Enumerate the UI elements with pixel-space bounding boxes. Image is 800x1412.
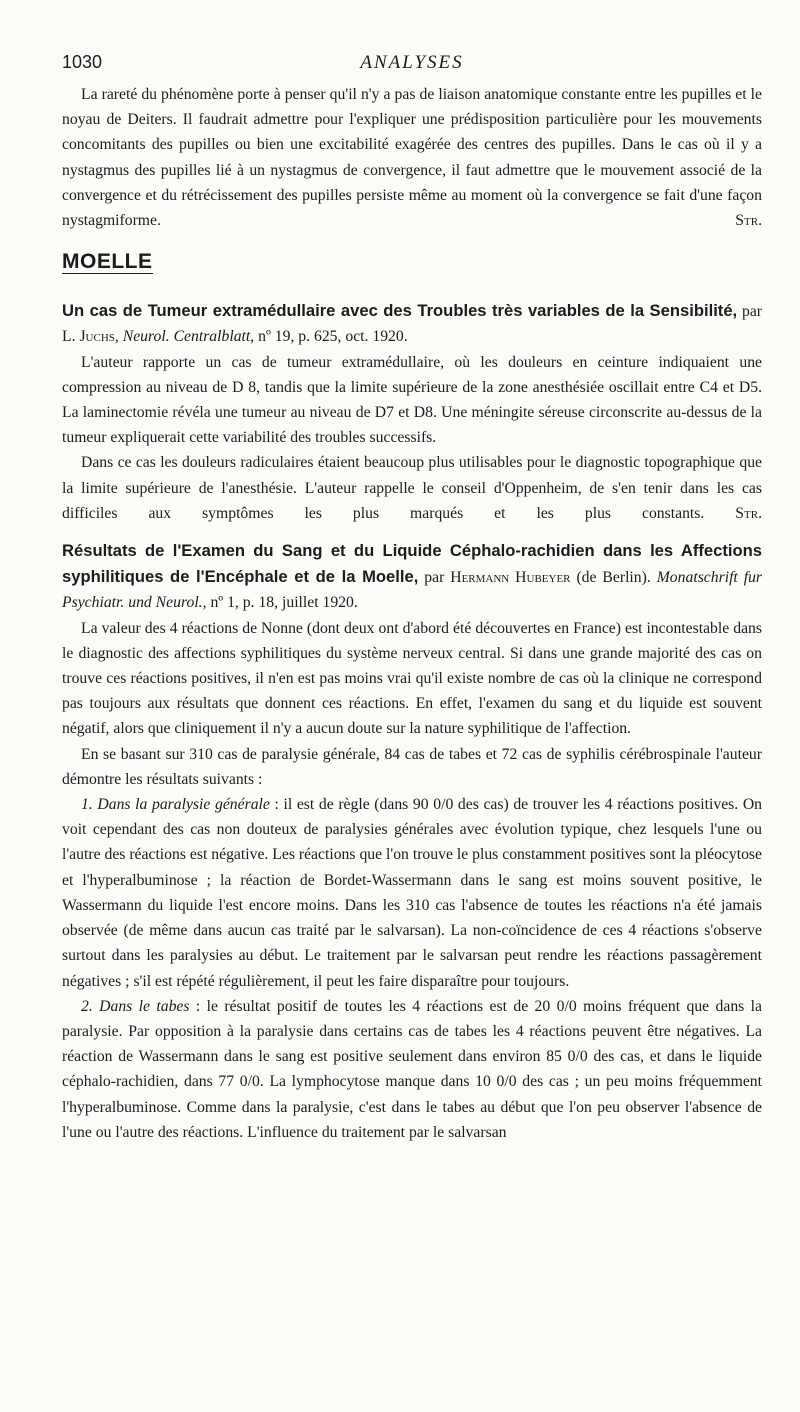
article1-head: [62, 298, 762, 349]
intro-text: La rareté du phénomène porte à penser qu'il n'y a pas de liaison anatomique constante entre les pupilles et le noyau de Deiters. Il faudrait admettre pour l'expliquer une prédisposition particulière pour les mouvements concomitants des pupilles ou bien une excitabilité exagérée des centres des pupilles. Dans le cas où il y a nystagmus des pupilles lié à un nystagmus de convergence, il faut admettre que le mouvement associé de la convergence et du rétrécissement des pupilles persiste même au moment où la convergence se fait d'une façon nystagmiforme.: [62, 86, 762, 230]
article2-title: Résultats de l'Examen du Sang et du Liquide Céphalo-rachidien dans les Affections syphilitiques de l'Encéphale et de la Moelle,: [62, 541, 762, 587]
page-number: 1030: [62, 52, 103, 72]
article2-head: [62, 538, 762, 616]
article1-sep: ,: [114, 328, 123, 346]
article2-author: Hermann Hubeyer: [450, 569, 571, 587]
journal-title: ANALYSES: [360, 52, 464, 73]
article2-paragraph-3: [62, 792, 762, 994]
article1-title: Un cas de Tumeur extramédullaire avec des Troubles très variables de la Sensibilité,: [62, 301, 738, 321]
article2-by: par: [418, 569, 451, 587]
article2-p3-text: : il est de règle (dans 90 0/0 des cas) de trouver les 4 réactions positives. On voit cependant des cas non douteux de paralysies générales avec évolution typique, chez lesquels l'une ou l'autre des réactions est négative. Les réactions que l'on trouve le plus constamment positives sont la pléocytose et l'hyperalbuminose ; la réaction de Bordet-Wassermann dans le sang est moins souvent positive, le Wassermann du liquide l'est encore moins. Dans les 310 cas l'absence de toutes les réactions n'a été jamais observée (de même dans aucun cas traité par le salvarsan). La non-coïncidence de ces 4 réactions s'observe surtout dans les paralysies au début. Le traitement par le salvarsan peut rendre les réactions passagèrement négatives ; s'il est répété régulièrement, il peut les faire disparaître pour toujours.: [62, 796, 762, 990]
article2-place: (de Berlin).: [570, 569, 657, 587]
article2-paragraph-4: [62, 994, 762, 1145]
article1-ref: , nº 19, p. 625, oct. 1920.: [250, 328, 408, 346]
article1-by: par L.: [62, 303, 763, 346]
intro-signature: Str.: [735, 212, 762, 230]
article2-paragraph-2: En se basant sur 310 cas de paralysie générale, 84 cas de tabes et 72 cas de syphilis cérébrospinale l'auteur démontre les résultats suivants :: [62, 745, 762, 788]
article2-ref: , nº 1, p. 18, juillet 1920.: [202, 594, 358, 612]
article1-author: Juchs: [79, 328, 115, 346]
article1-signature: Str.: [735, 504, 762, 522]
article1-paragraph-2: [62, 450, 762, 526]
article1-journal: Neurol. Centralblatt: [122, 328, 251, 346]
article2-p4-text: : le résultat positif de toutes les 4 réactions est de 20 0/0 moins fréquent que dans la paralysie. Par opposition à la paralysie dans certains cas de tabes les 4 réactions peuvent être négatives. La réaction de Wassermann dans le sang est positive seulement dans environ 85 0/0 des cas, et dans le liquide céphalo-rachidien, dans 77 0/0. La lymphocytose manque dans 10 0/0 des cas ; un peu moins fréquemment l'hyperalbuminose. Comme dans la paralysie, c'est dans le tabes au début que l'on peu observer l'absence de l'une ou l'autre des réactions. L'influence du traitement par le salvarsan: [62, 997, 762, 1141]
article1-p2-text: Dans ce cas les douleurs radiculaires étaient beaucoup plus utilisables pour le diagnostic topographique que la limite supérieure de l'anesthésie. L'auteur rappelle le conseil d'Oppenheim, de s'en tenir dans les cas difficiles aux symptômes les plus marqués et les plus constants.: [62, 454, 762, 522]
article1-paragraph-1: L'auteur rapporte un cas de tumeur extramédullaire, où les douleurs en ceinture indiquaient une compression au niveau de D 8, tandis que la limite supérieure de la zone anesthésiée oscillait entre C4 et D5. La laminectomie révéla une tumeur au niveau de D7 et D8. Une méningite séreuse circonscrite au-dessus de la tumeur expliquerait cette variabilité des troubles successifs.: [62, 353, 762, 447]
section-heading: MOELLE: [62, 250, 153, 274]
running-head: [62, 52, 762, 82]
intro-paragraph: [62, 82, 762, 233]
article2-p4-label: 2. Dans le tabes: [81, 997, 190, 1015]
article2-journal: Monatschrift fur Psychiatr. und Neurol.: [62, 569, 763, 612]
article2-p3-label: 1. Dans la paralysie générale: [81, 796, 270, 814]
article2-paragraph-1: La valeur des 4 réactions de Nonne (dont deux ont d'abord été découvertes en France) est incontestable dans le diagnostic des affections syphilitiques du système nerveux central. Si dans une grande majorité des cas on trouve ces réactions positives, il n'en est pas moins vrai qu'il existe nombre de cas où la clinique ne correspond pas toujours aux résultats que donnent ces réactions. En effet, l'examen du sang et du liquide est souvent négatif, alors que cliniquement il n'y a aucun doute sur la nature syphilitique de l'affection.: [62, 619, 762, 738]
